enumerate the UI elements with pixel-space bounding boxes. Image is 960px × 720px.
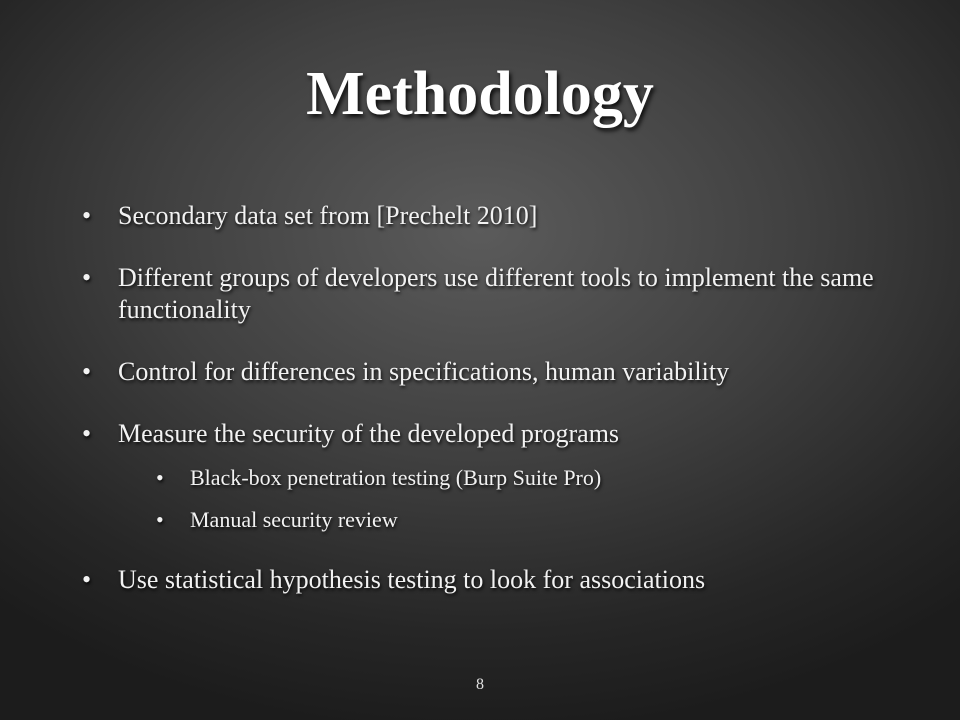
sub-bullet-list [118,464,900,534]
bullet-text: Different groups of developers use different tools to implement the same functionality [118,263,874,324]
sub-bullet-item [154,506,900,534]
bullet-text: Control for differences in specifications, human variability [118,357,730,386]
bullet-item [80,262,900,326]
bullet-list [80,200,900,596]
page-number: 8 [476,676,484,693]
bullet-item [80,418,900,534]
bullet-text: Secondary data set from [Prechelt 2010] [118,201,538,230]
sub-bullet-item [154,464,900,492]
sub-bullet-text: Black-box penetration testing (Burp Suite Pro) [190,465,602,490]
bullet-text: Measure the security of the developed programs [118,419,620,448]
slide-title: Methodology [306,60,654,128]
bullet-text: Use statistical hypothesis testing to look for associations [118,565,706,594]
bullet-item [80,356,900,388]
bullet-item [80,200,900,232]
bullet-item [80,564,900,596]
slide-content [80,200,900,626]
sub-bullet-text: Manual security review [190,507,398,532]
